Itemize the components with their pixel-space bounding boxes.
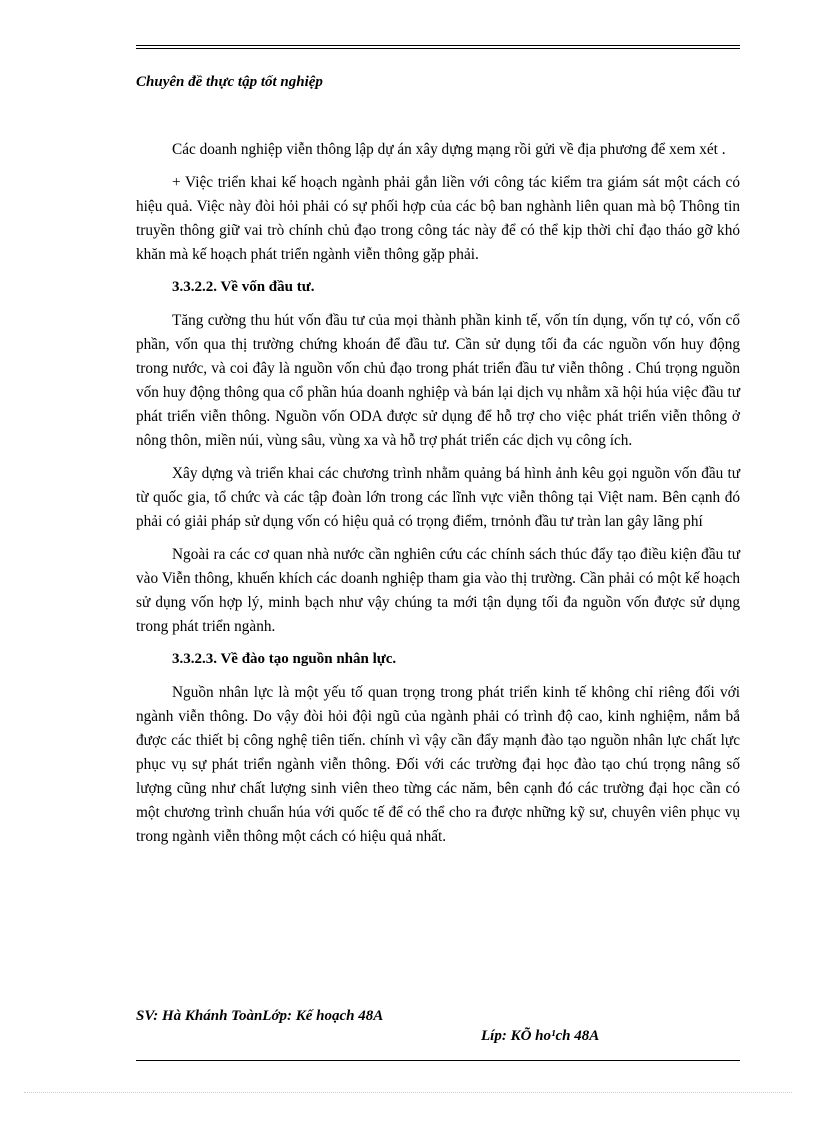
footer-class-info: Líp: KÕ ho¹ch 48A <box>481 1028 600 1044</box>
footer-student-info: SV: Hà Khánh ToànLớp: Kế hoạch 48A <box>136 1008 384 1024</box>
section-heading-3-3-2-2: 3.3.2.2. Về vốn đầu tư. <box>172 279 315 295</box>
document-body <box>136 138 740 858</box>
page-edge-dotted-line <box>24 1092 792 1093</box>
header-title: Chuyên đề thực tập tốt nghiệp <box>136 74 323 90</box>
paragraph-1: Các doanh nghiệp viễn thông lập dự án xây dựng mạng rồi gửi về địa phương để xem xét . <box>172 141 726 158</box>
paragraph-6: Nguồn nhân lực là một yếu tố quan trọng trong phát triển kinh tế không chỉ riêng đối với ngành viễn thông. Do vậy đòi hỏi đội ngũ của ngành phải có trình độ cao, kinh nghiệm, nắm bắ được các thiết bị công nghệ tiên tiến. chính vì vậy cần đẩy mạnh đào tạo nguồn nhân lực chất lực phục vụ sự phát triển ngành viễn thông. Đối với các trường đại học đào tạo chú trọng nâng số lượng cũng như chất lượng sinh viên theo từng các năm, bên cạnh đó các trường đại học cần có một chương trình chuẩn húa với quốc tế để có thể cho ra được những kỹ sư, chuyên viên phục vụ trong ngành viễn thông một cách có hiệu quả nhất. <box>136 684 740 845</box>
paragraph-4: Xây dựng và triển khai các chương trình nhằm quảng bá hình ảnh kêu gọi nguồn vốn đầu tư từ quốc gia, tổ chức và các tập đoàn lớn trong các lĩnh vực viễn thông tại Việt nam. Bên cạnh đó phải có giải pháp sử dụng vốn có hiệu quả có trọng điểm, trnỏnh đầu tư tràn lan gây lãng phí <box>136 465 740 530</box>
section-heading-3-3-2-3: 3.3.2.3. Về đào tạo nguồn nhân lực. <box>172 651 397 667</box>
paragraph-2: + Việc triển khai kế hoạch ngành phải gắn liền với công tác kiểm tra giám sát một cách có hiệu quả. Việc này đòi hỏi phải có sự phối hợp của các bộ ban nghành liên quan mà bộ Thông tin truyền thông giữ vai trò chính chủ đạo trong công tác này để có thể kịp thời chỉ đạo tháo gỡ khó khăn mà kế hoạch phát triển ngành viễn thông gặp phải. <box>136 174 740 263</box>
paragraph-5: Ngoài ra các cơ quan nhà nước cần nghiên cứu các chính sách thúc đẩy tạo điều kiện đầu tư vào Viễn thông, khuến khích các doanh nghiệp tham gia vào thị trường. Cần phải có một kế hoạch sử dụng vốn hợp lý, minh bạch như vậy chúng ta mới tận dụng tối đa nguồn vốn được sử dụng trong phát triển ngành. <box>136 546 740 635</box>
header-rule <box>136 45 740 49</box>
paragraph-3: Tăng cường thu hút vốn đầu tư của mọi thành phần kinh tế, vốn tín dụng, vốn tự có, vốn cổ phần, vốn qua thị trường chứng khoán để đầu tư. Cần sử dụng tối đa các nguồn vốn huy động trong nước, và coi đây là nguồn vốn chủ đạo trong phát triển đầu tư viễn thông . Chú trọng nguồn vốn huy động thông qua cổ phần húa doanh nghiệp và bán lại dịch vụ nhằm xã hội húa việc đầu tư phát triển viễn thông. Nguồn vốn ODA được sử dụng để hỗ trợ cho việc phát triển viễn thông ở nông thôn, miền núi, vùng sâu, vùng xa và hỗ trợ phát triển các dịch vụ công ích. <box>136 312 740 449</box>
footer-rule <box>136 1060 740 1061</box>
